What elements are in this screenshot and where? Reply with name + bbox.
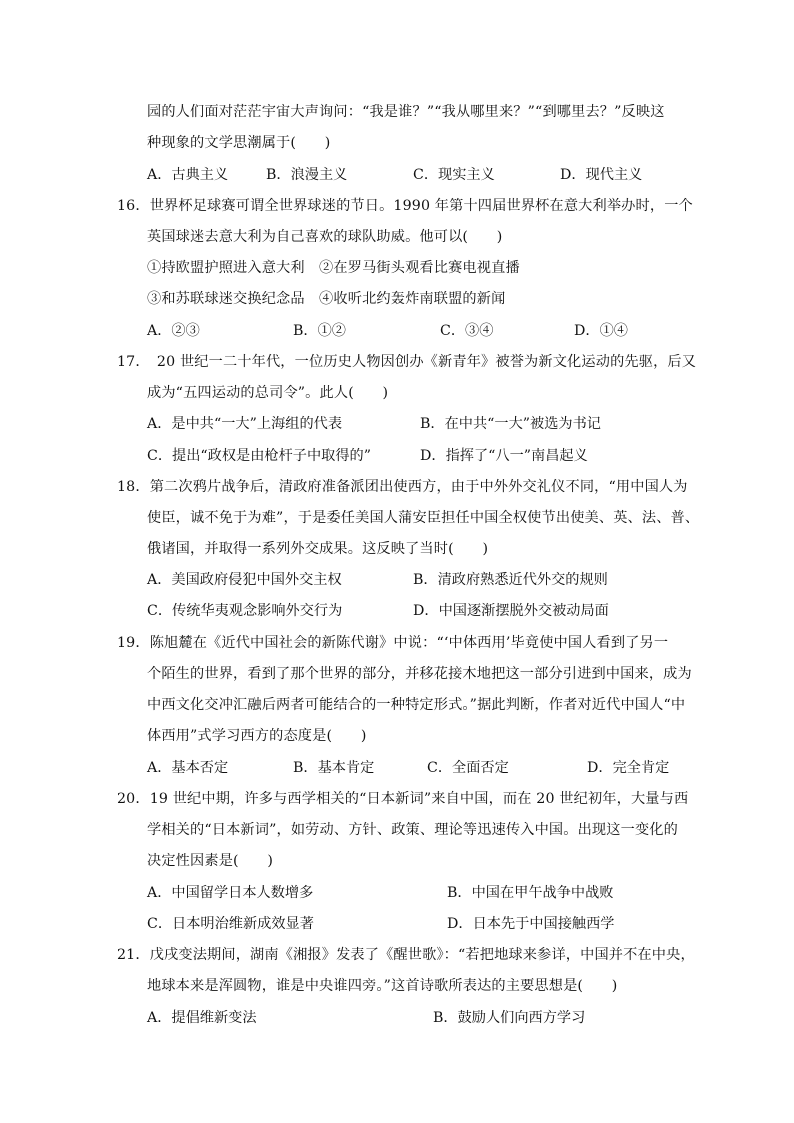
q15-option-b[interactable]: B．浪漫主义: [266, 167, 348, 183]
q21-stem-line-1: 21．戊戌变法期间，湖南《湘报》发表了《醒世歌》：“若把地球来参详，中国并不在中央，: [117, 947, 695, 963]
q19-stem-line-3: 中西文化交冲汇融后两者可能结合的一种特定形式。”据此判断，作者对近代中国人“中: [147, 697, 686, 713]
q17-option-b[interactable]: B．在中共“一大”被选为书记: [420, 416, 601, 432]
q18-stem-line-1: 18．第二次鸦片战争后，清政府准备派团出使西方，由于中外外交礼仪不同，“用中国人为: [117, 479, 688, 495]
q18-stem-line-2: 使臣，诚不免于为难”，于是委任美国人蒲安臣担任中国全权使节出使美、英、法、普、: [147, 510, 700, 526]
q17-stem-line-2: 成为“五四运动的总司令”。此人( ): [147, 385, 389, 401]
q15-option-c[interactable]: C．现实主义: [413, 167, 495, 183]
q20-option-b[interactable]: B．中国在甲午战争中战败: [447, 885, 614, 901]
q17-option-d[interactable]: D．指挥了“八一”南昌起义: [420, 448, 588, 464]
q16-option-a[interactable]: A．②③: [147, 323, 200, 339]
q17-option-a[interactable]: A．是中共“一大”上海组的代表: [147, 416, 343, 432]
q21-stem-line-2: 地球本来是浑圆物，谁是中央谁四旁。”这首诗歌所表达的主要思想是( ): [147, 978, 618, 994]
q20-option-d[interactable]: D．日本先于中国接触西学: [447, 916, 615, 932]
q19-stem-line-4: 体西用”式学习西方的态度是( ): [147, 728, 367, 744]
q19-stem-line-2: 个陌生的世界，看到了那个世界的部分，并移花接木地把这一部分引进到中国来，成为: [147, 666, 692, 682]
q19-option-a[interactable]: A．基本否定: [147, 760, 229, 776]
q16-stem-line-1: 16．世界杯足球赛可谓全世界球迷的节日。1990 年第十四届世界杯在意大利举办时，一个: [117, 198, 693, 214]
q16-item-line-1: ①持欧盟护照进入意大利 ②在罗马街头观看比赛电视直播: [147, 260, 520, 276]
q15-option-d[interactable]: D．现代主义: [560, 167, 643, 183]
q19-option-c[interactable]: C．全面否定: [427, 760, 509, 776]
q20-option-a[interactable]: A．中国留学日本人数增多: [147, 885, 314, 901]
q20-stem-line-2: 学相关的“日本新词”，如劳动、方针、政策、理论等迅速传入中国。出现这一变化的: [147, 822, 678, 838]
q20-stem-line-3: 决定性因素是( ): [147, 853, 274, 869]
q18-stem-line-3: 俄诸国，并取得一系列外交成果。这反映了当时( ): [147, 541, 489, 557]
q15-stem-line-2: 种现象的文学思潮属于( ): [147, 135, 331, 151]
q17-option-c[interactable]: C．提出“政权是由枪杆子中取得的”: [147, 448, 371, 464]
q16-stem-line-2: 英国球迷去意大利为自己喜欢的球队助威。他可以( ): [147, 229, 503, 245]
q21-option-b[interactable]: B．鼓励人们向西方学习: [433, 1010, 586, 1026]
q16-option-d[interactable]: D．①④: [574, 323, 628, 339]
q21-option-a[interactable]: A．提倡维新变法: [147, 1010, 257, 1026]
q16-item-line-2: ③和苏联球迷交换纪念品 ④收听北约轰炸南联盟的新闻: [147, 291, 506, 307]
q15-option-a[interactable]: A．古典主义: [147, 167, 229, 183]
q15-stem-line-1: 园的人们面对茫茫宇宙大声询问：“我是谁？”“我从哪里来？”“到哪里去？”反映这: [147, 104, 665, 120]
q18-option-d[interactable]: D．中国逐渐摆脱外交被动局面: [413, 603, 609, 619]
q19-stem-line-1: 19．陈旭麓在《近代中国社会的新陈代谢》中说：“‘中体西用’毕竟使中国人看到了另一: [117, 635, 669, 651]
q16-option-b[interactable]: B．①②: [293, 323, 346, 339]
q18-option-b[interactable]: B．清政府熟悉近代外交的规则: [413, 572, 608, 588]
q19-option-b[interactable]: B．基本肯定: [293, 760, 375, 776]
q16-option-c[interactable]: C．③④: [440, 323, 494, 339]
q18-option-c[interactable]: C．传统华夷观念影响外交行为: [147, 603, 343, 619]
q19-option-d[interactable]: D．完全肯定: [587, 760, 670, 776]
q18-option-a[interactable]: A．美国政府侵犯中国外交主权: [147, 572, 342, 588]
q20-stem-line-1: 20．19 世纪中期，许多与西学相关的“日本新词”来自中国，而在 20 世纪初年，大量与西: [117, 791, 689, 807]
q17-stem-line-1: 17． 20 世纪一二十年代，一位历史人物因创办《新青年》被誉为新文化运动的先驱，后又: [117, 354, 697, 370]
q20-option-c[interactable]: C．日本明治维新成效显著: [147, 916, 314, 932]
